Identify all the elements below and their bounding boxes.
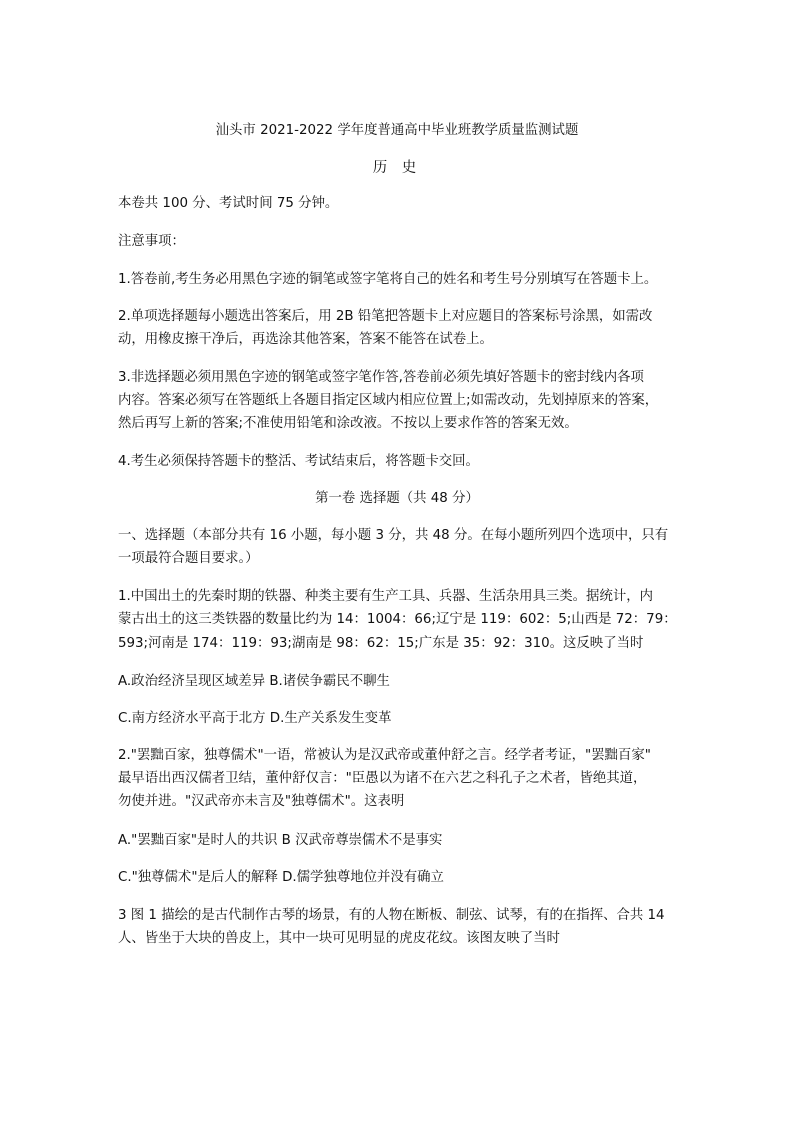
exam-title: 汕头市 2021-2022 学年度普通高中毕业班教学质量监测试题 <box>215 123 579 138</box>
question-1-stem-line-3: 593;河南是 174：119：93;湖南是 98：62：15;广东是 35：92：310。这反映了当时 <box>118 636 644 651</box>
note-4-line-1: 4.考生必须保持答题卡的整活、考试结束后，将答题卡交回。 <box>118 454 479 469</box>
question-2-stem-line-1: 2."罢黜百家，独尊儒术"一语，常被认为是汉武帝或董仲舒之言。经学者考证，"罢黜百家" <box>118 748 651 763</box>
note-2-line-1: 2.单项选择题每小题选出答案后，用 2B 铅笔把答题卡上对应题目的答案标号涂黑，如需改 <box>118 309 653 324</box>
question-1-options-line-1: A.政治经济呈现区域差异 B.诸侯争霸民不聊生 <box>118 674 390 689</box>
note-3-line-1: 3.非选择题必须用黑色字迹的钢笔或签字笔作答,答卷前必须先填好答题卡的密封线内各项 <box>118 370 644 385</box>
question-3-stem-line-1: 3 图 1 描绘的是古代制作古琴的场景，有的人物在断板、制弦、试琴，有的在指挥、合共 14 <box>118 908 665 923</box>
question-1-options-line-2: C.南方经济水平高于北方 D.生产关系发生变革 <box>118 711 392 726</box>
subject-title: 历 史 <box>372 160 422 176</box>
note-1-line-1: 1.答卷前,考生务必用黑色字迹的铜笔或签字笔将自己的姓名和考生号分别填写在答题卡上。 <box>118 272 658 287</box>
note-3-line-3: 然后再写上新的答案;不准使用铅笔和涂改液。不按以上要求作答的答案无效。 <box>118 416 578 431</box>
exam-summary: 本卷共 100 分、考试时间 75 分钟。 <box>118 196 339 211</box>
question-3-stem-line-2: 人、皆坐于大块的兽皮上，其中一块可见明显的虎皮花纹。该图友映了当时 <box>118 931 560 946</box>
notes-heading: 注意事项： <box>118 234 185 249</box>
question-2-options-line-2: C."独尊儒术"是后人的解释 D.儒学独尊地位并没有确立 <box>118 870 444 885</box>
note-2-line-2: 动，用橡皮擦干净后，再选涂其他答案，答案不能答在试卷上。 <box>118 332 493 347</box>
section-title: 第一卷 选择题（共 48 分） <box>315 491 479 506</box>
note-3-line-2: 内容。答案必须写在答题纸上各题目指定区域内相应位置上;如需改动，先划掉原来的答案， <box>118 393 659 408</box>
question-2-options-line-1: A."罢黜百家"是时人的共识 B 汉武帝尊崇儒术不是事实 <box>118 833 443 848</box>
section-instructions-line-2: 一项最符合题目要求。） <box>118 551 259 566</box>
section-instructions-line-1: 一、选择题（本部分共有 16 小题，每小题 3 分，共 48 分。在每小题所列四个选项中，只有 <box>118 528 669 543</box>
question-1-stem-line-2: 蒙古出土的这三类铁器的数量比约为 14：1004：66;辽宁是 119：602：5;山西是 72：79： <box>118 612 677 627</box>
question-2-stem-line-2: 最早语出西汉儒者卫结，董仲舒仅言："臣愚以为诸不在六艺之科孔子之术者，皆绝其道， <box>118 771 647 786</box>
question-2-stem-line-3: 勿使并进。"汉武帝亦未言及"独尊儒术"。这表明 <box>118 794 405 809</box>
question-1-stem-line-1: 1.中国出土的先秦时期的铁器、种类主要有生产工具、兵器、生活杂用具三类。据统计，内 <box>118 589 654 604</box>
